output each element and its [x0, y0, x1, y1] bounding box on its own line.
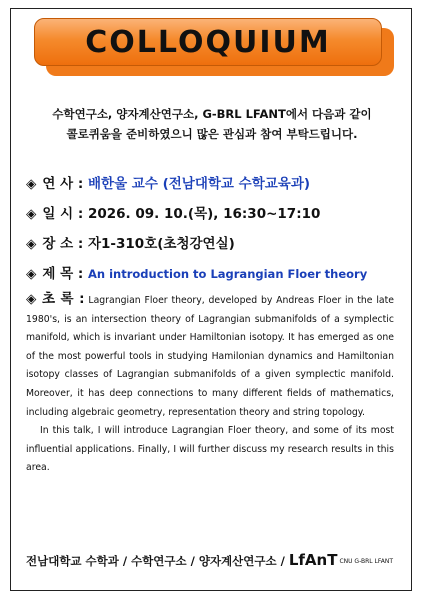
abstract-head — [26, 291, 85, 307]
talk-title: An introduction to Lagrangian Floer theory — [87, 267, 368, 281]
banner — [34, 18, 382, 66]
abstract-label: 초 록 : — [41, 291, 85, 307]
lfant-logo-mark: LfAnT — [288, 551, 338, 569]
place-row — [26, 232, 235, 252]
datetime-label: 일 시 : — [42, 206, 84, 222]
speaker-value: 배한울 교수 (전남대학교 수학교육과) — [87, 176, 311, 192]
place-value: 자1-310호(초청강연실) — [87, 236, 235, 252]
diamond-icon: ◈ — [26, 291, 37, 307]
diamond-icon: ◈ — [26, 266, 37, 282]
title-label: 제 목 : — [42, 266, 84, 282]
abstract-paragraph-1 — [26, 290, 394, 422]
intro-line-2: 콜로퀴움을 준비하였으니 많은 관심과 참여 부탁드립니다. — [66, 127, 358, 141]
speaker-row — [26, 172, 310, 192]
banner-title: COLLOQUIUM — [85, 24, 331, 60]
speaker-label: 연 사 : — [42, 176, 84, 192]
diamond-icon: ◈ — [26, 206, 37, 222]
abstract-paragraph-2: In this talk, I will introduce Lagrangian Floer theory, and some of its most influential applications. Finally, I will further discuss my research results in this area. — [26, 425, 394, 474]
datetime-value: 2026. 09. 10.(목), 16:30~17:10 — [87, 206, 321, 222]
place-label: 장 소 : — [42, 236, 84, 252]
footer — [26, 551, 393, 569]
abstract — [26, 290, 394, 478]
lfant-logo-caption: CNU G-BRL LFANT — [339, 558, 394, 565]
abstract-text-1: Lagrangian Floer theory, developed by Andreas Floer in the late 1980's, is an intersection theory of Lagrangian submanifolds of a symplectic manifold, which is invariant under Hamiltonian isotopy. It has emerged as one of the most powerful tools in studying Hamilonian dynamics and Hamiltonian isotopy classes of Lagrangian submanifolds of a given symplectic manifold. Moreover, it has deep connections to many different fields of mathematics, including algebraic geometry, representation theory and string topology. — [26, 295, 394, 418]
intro-text — [20, 104, 404, 144]
datetime-row — [26, 202, 320, 222]
diamond-icon: ◈ — [26, 176, 37, 192]
intro-line-1: 수학연구소, 양자계산연구소, G-BRL LFANT에서 다음과 같이 — [52, 107, 372, 121]
footer-text: 전남대학교 수학과 / 수학연구소 / 양자계산연구소 / — [26, 554, 285, 568]
lfant-logo — [289, 551, 393, 569]
title-row — [26, 262, 367, 282]
diamond-icon: ◈ — [26, 236, 37, 252]
